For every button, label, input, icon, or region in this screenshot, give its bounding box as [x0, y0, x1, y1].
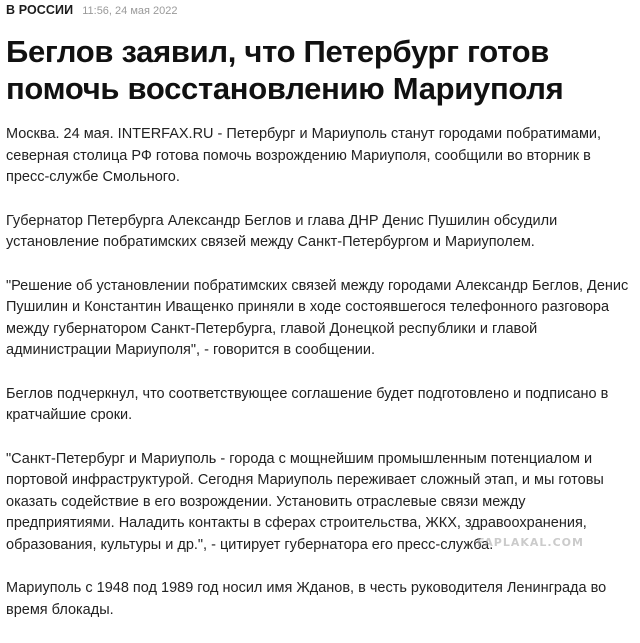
site-watermark: FAPLAKAL.COM: [477, 536, 584, 549]
article-paragraph: Беглов подчеркнул, что соответствующее соглашение будет подготовлено и подписано в кратчайшие сроки.: [6, 385, 609, 423]
article-paragraph: "Санкт-Петербург и Мариуполь - города с мощнейшим промышленным потенциалом и портовой инфраструктурой. Сегодня Мариуполь переживает сложный этап, и мы готовы оказать содействие в его возрождении. Установить отраслевые связи между предприятиями. Наладить контакты в сферах строительства, ЖКХ, здравоохранения, образования, культуры и др.", - цитирует губернатора его пресс-служба.: [6, 450, 604, 553]
article-paragraph: Губернатор Петербурга Александр Беглов и глава ДНР Денис Пушилин обсудили установление побратимских связей между Санкт-Петербургом и Мариуполем.: [6, 212, 558, 250]
article-paragraph: Москва. 24 мая. INTERFAX.RU - Петербург и Мариуполь станут городами побратимами, северная столица РФ готова помочь возрождению Мариуполя, сообщили во вторник в пресс-службе Смольного.: [6, 126, 602, 185]
rubric-link[interactable]: В РОССИИ: [6, 3, 74, 17]
article-meta: [6, 3, 178, 19]
article-paragraph: "Решение об установлении побратимских связей между городами Александр Беглов, Денис Пушилин и Константин Иващенко приняли в ходе состоявшегося телефонного разговора между губернатором Санкт-Петербурга, главой Донецкой республики и главой администрации Мариуполя", - говорится в сообщении.: [6, 277, 629, 358]
article-body: [6, 124, 638, 643]
article-paragraph: Мариуполь с 1948 под 1989 год носил имя Жданов, в честь руководителя Ленинграда во время блокады.: [6, 580, 607, 618]
article-title: Беглов заявил, что Петербург готов помочь восстановлению Мариуполя: [6, 34, 564, 106]
publish-datetime: 11:56, 24 мая 2022: [82, 5, 178, 17]
